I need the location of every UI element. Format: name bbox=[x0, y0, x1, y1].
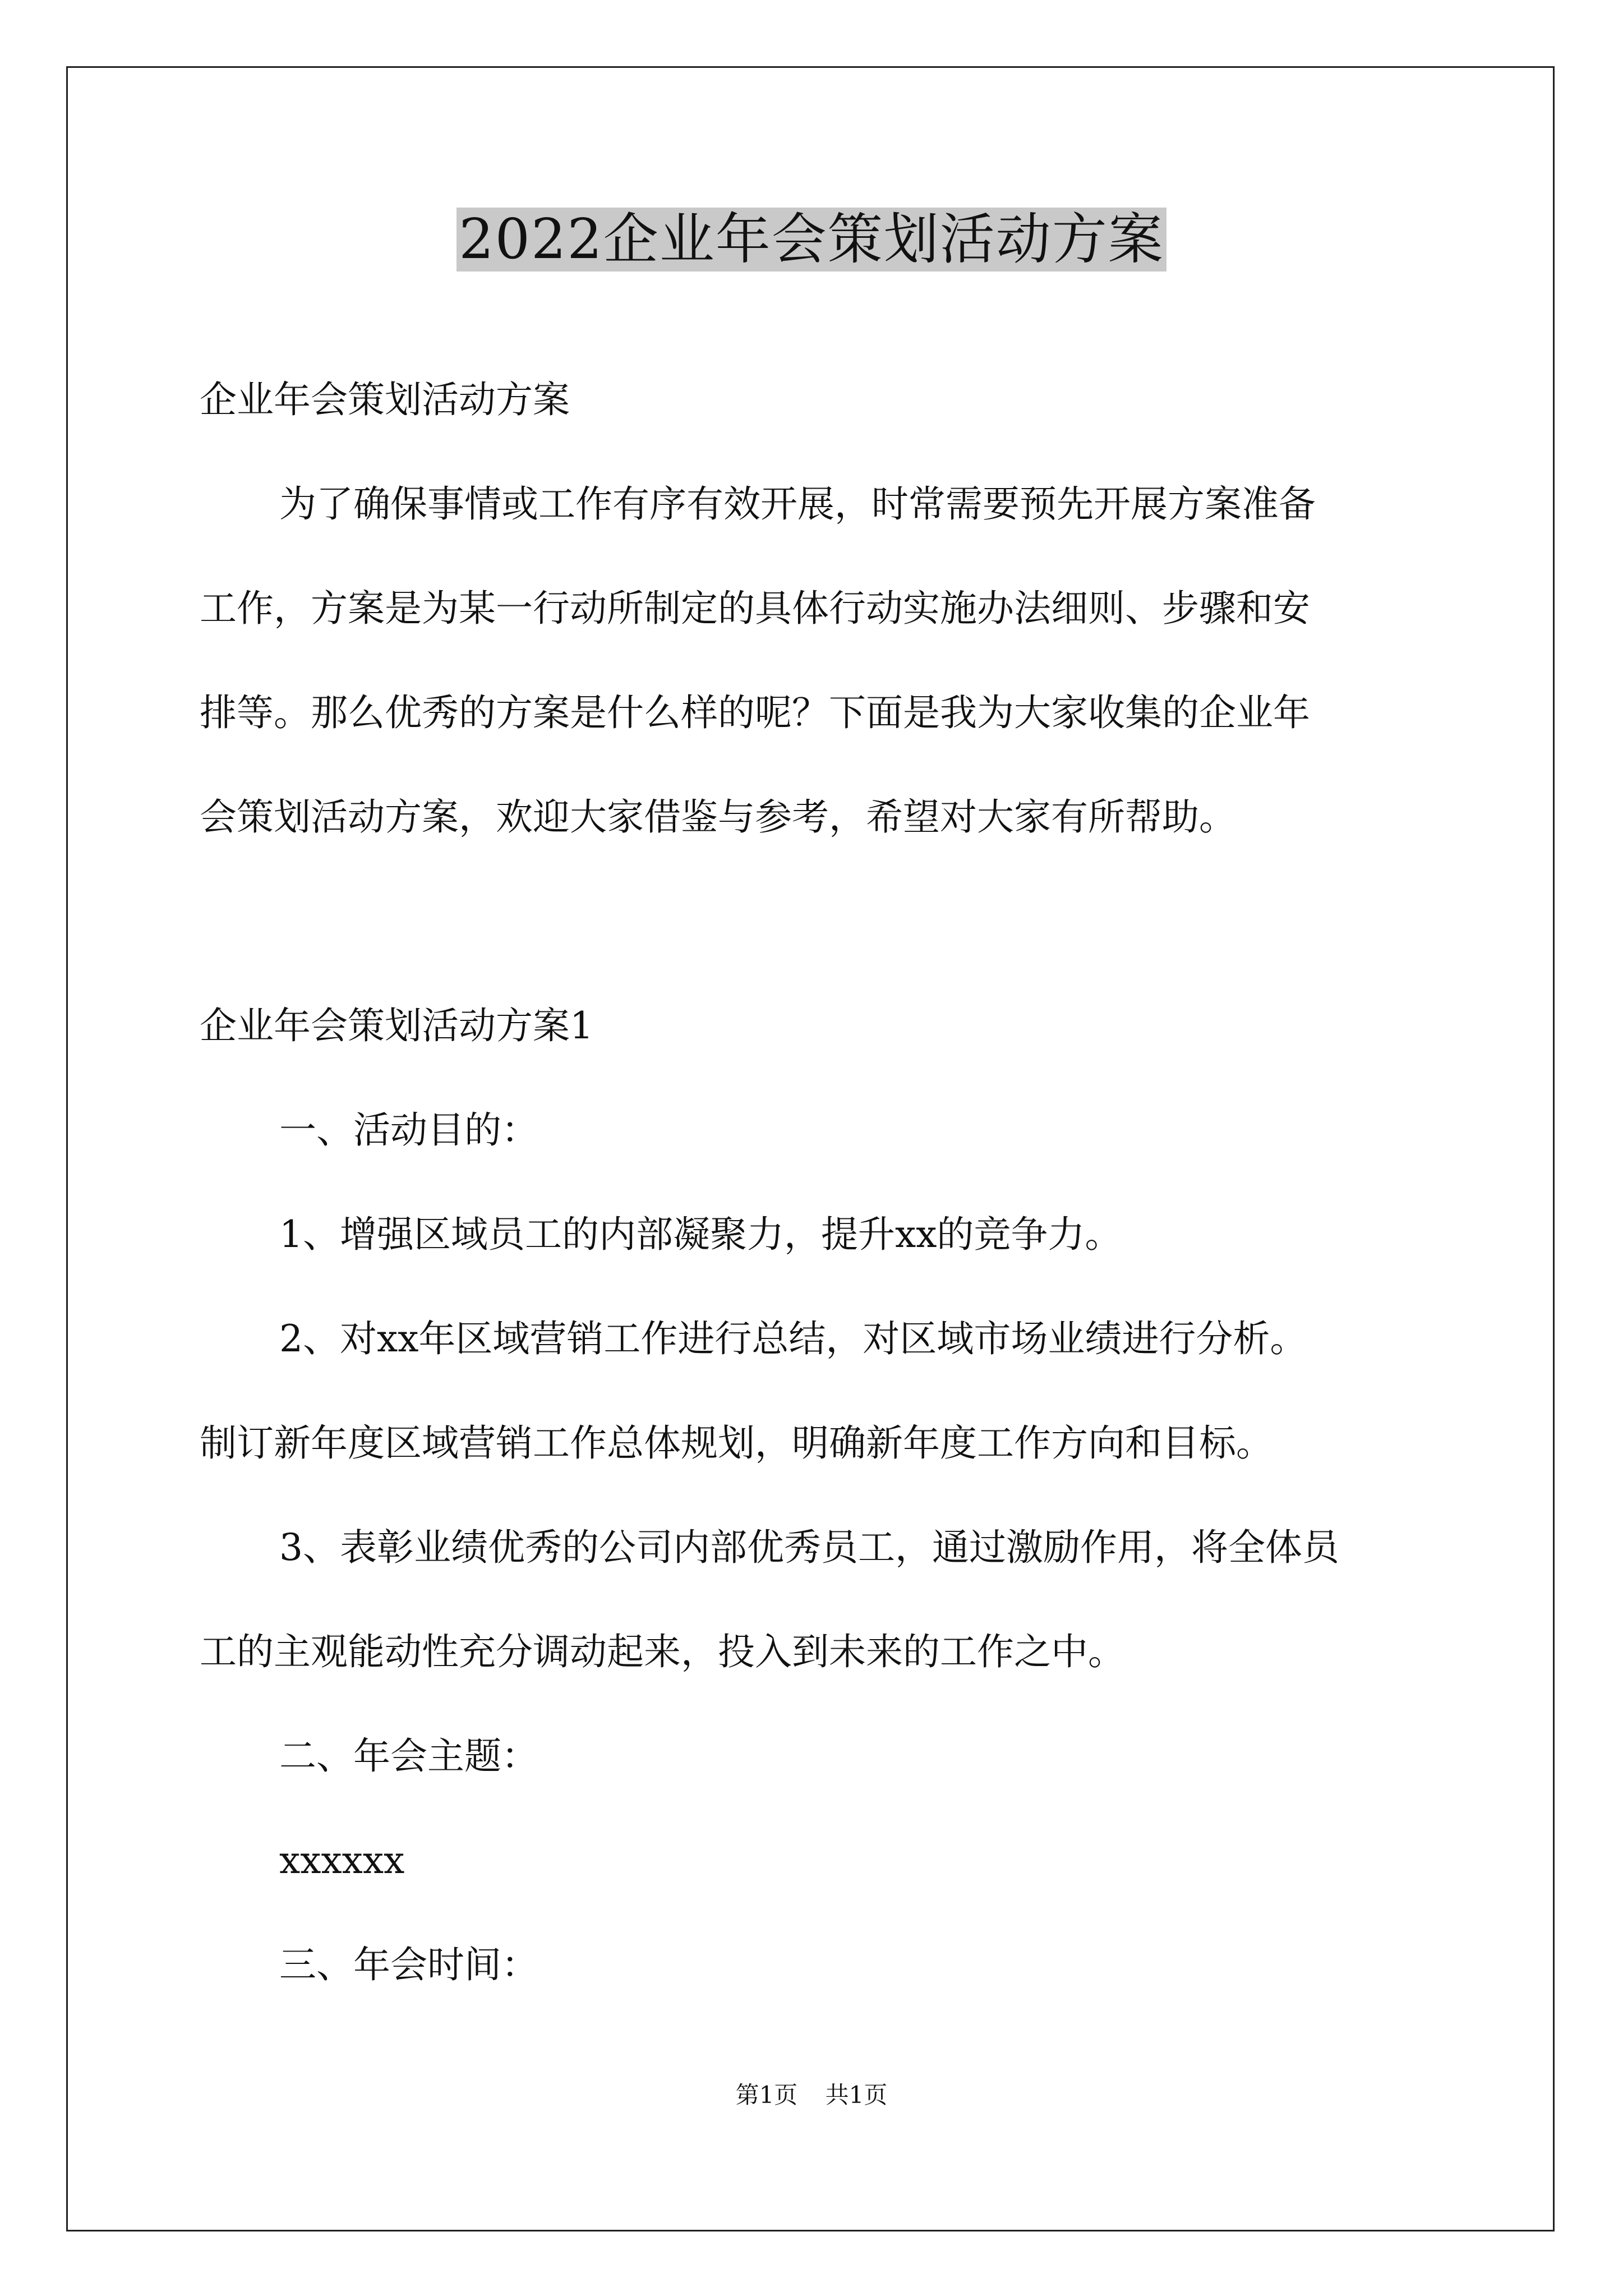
body-line: 工的主观能动性充分调动起来，投入到未来的工作之中。 bbox=[200, 1630, 1125, 1673]
body-line: 二、年会主题： bbox=[279, 1734, 538, 1778]
body-line: 制订新年度区域营销工作总体规划，明确新年度工作方向和目标。 bbox=[200, 1421, 1273, 1465]
body-line: 1、增强区域员工的内部凝聚力，提升xx的竞争力。 bbox=[279, 1213, 1122, 1256]
intro-line: 会策划活动方案，欢迎大家借鉴与参考，希望对大家有所帮助。 bbox=[200, 795, 1236, 839]
page-number-current: 第1页 bbox=[735, 2081, 798, 2109]
body-line: xxxxxx bbox=[279, 1839, 405, 1882]
body-line: 3、表彰业绩优秀的公司内部优秀员工，通过激励作用，将全体员 bbox=[279, 1526, 1339, 1569]
page-footer bbox=[0, 2081, 1623, 2109]
page-number-total: 共1页 bbox=[825, 2081, 888, 2109]
intro-line: 工作，方案是为某一行动所制定的具体行动实施办法细则、步骤和安 bbox=[200, 587, 1310, 630]
body-line: 2、对xx年区域营销工作进行总结，对区域市场业绩进行分析。 bbox=[279, 1317, 1307, 1360]
intro-line: 为了确保事情或工作有序有效开展，时常需要预先开展方案准备 bbox=[279, 482, 1316, 526]
intro-line: 排等。那么优秀的方案是什么样的呢？下面是我为大家收集的企业年 bbox=[200, 691, 1310, 734]
intro-paragraph bbox=[200, 452, 1430, 869]
document-title-text: 2022企业年会策划活动方案 bbox=[457, 208, 1166, 272]
document-body bbox=[200, 348, 1430, 2017]
subtitle: 企业年会策划活动方案 bbox=[200, 378, 570, 421]
section-heading: 企业年会策划活动方案1 bbox=[200, 1004, 593, 1047]
body-line: 一、活动目的： bbox=[279, 1108, 538, 1152]
section-body bbox=[200, 1078, 1430, 2017]
document-title bbox=[0, 208, 1623, 272]
body-line: 三、年会时间： bbox=[279, 1943, 538, 1986]
